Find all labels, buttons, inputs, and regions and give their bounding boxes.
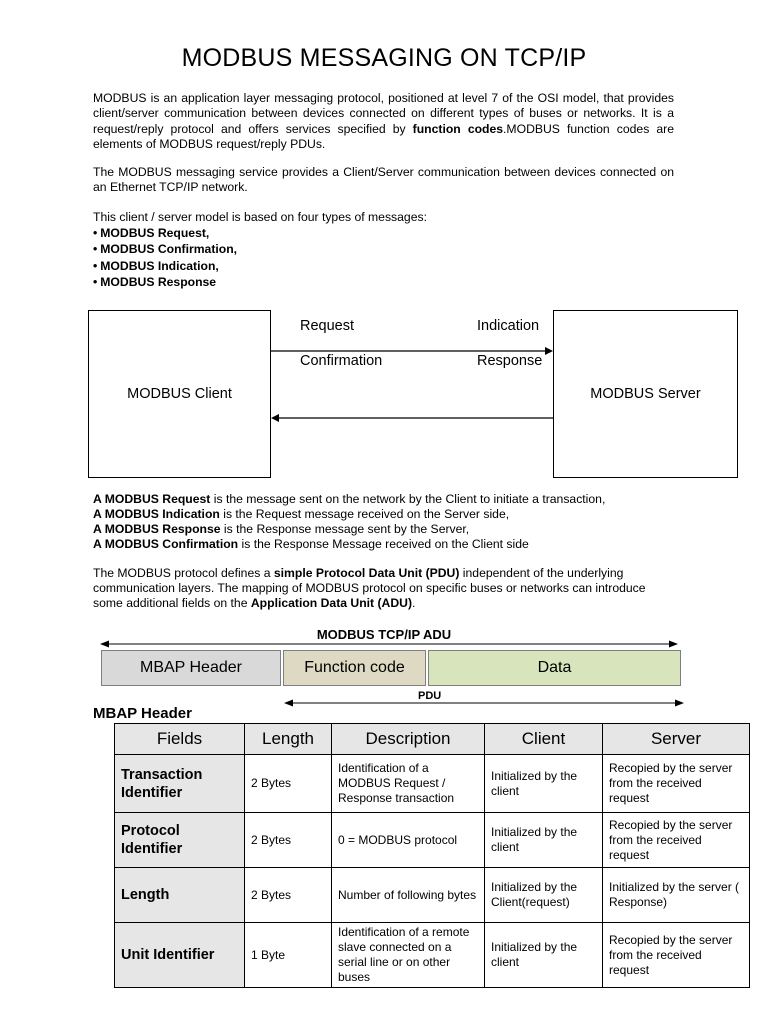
field-length: 2 Bytes bbox=[245, 755, 332, 813]
mbap-header-label: MBAP Header bbox=[140, 659, 242, 676]
field-name: Unit Identifier bbox=[115, 923, 245, 988]
definition-line bbox=[93, 537, 693, 552]
table-row bbox=[115, 755, 750, 813]
pdu-text-a: The MODBUS protocol defines a bbox=[93, 566, 274, 580]
definition-term: A MODBUS Request bbox=[93, 492, 211, 506]
field-description: Identification of a remote slave connected on a serial line or on other buses bbox=[332, 923, 485, 988]
confirmation-label: Confirmation bbox=[300, 353, 383, 369]
list-item-label: MODBUS Confirmation, bbox=[100, 242, 238, 257]
response-arrow bbox=[271, 414, 553, 422]
field-name: Length bbox=[115, 868, 245, 923]
field-length: 2 Bytes bbox=[245, 868, 332, 923]
pdu-text-c: independent of the underlying communication layers. The mapping of MODBUS protocol on specific buses or networks can introduce some additional fields on the bbox=[93, 566, 646, 610]
request-label: Request bbox=[300, 318, 355, 334]
pdu-span-arrow bbox=[284, 700, 684, 707]
definition-text: is the Response Message received on the Client side bbox=[238, 537, 529, 551]
indication-label: Indication bbox=[477, 318, 540, 334]
bullet: • bbox=[93, 274, 98, 289]
definition-text: is the Response message sent by the Server, bbox=[220, 522, 470, 536]
field-server: Recopied by the server from the received request bbox=[603, 813, 750, 868]
field-length: 2 Bytes bbox=[245, 813, 332, 868]
list-intro: This client / server model is based on four types of messages: bbox=[93, 210, 427, 224]
request-arrow bbox=[271, 347, 553, 355]
list-item-label: MODBUS Request, bbox=[100, 226, 210, 241]
definition-line bbox=[93, 507, 693, 522]
response-label: Response bbox=[477, 353, 543, 369]
list-item-label: MODBUS Response bbox=[100, 274, 217, 289]
header-fields: Fields bbox=[115, 724, 245, 755]
intro-text-b: .MODBUS function codes are elements of MODBUS request/reply PDUs. bbox=[93, 121, 674, 152]
field-client: Initialized by the Client(request) bbox=[485, 868, 603, 923]
definition-line bbox=[93, 522, 693, 537]
table-header-row bbox=[115, 724, 750, 755]
field-description: Identification of a MODBUS Request / Response transaction bbox=[332, 755, 485, 813]
page-title: MODBUS MESSAGING ON TCP/IP bbox=[181, 44, 587, 72]
bullet: • bbox=[93, 242, 98, 257]
field-name: Protocol Identifier bbox=[115, 813, 245, 868]
definition-term: A MODBUS Indication bbox=[93, 507, 220, 521]
header-length: Length bbox=[245, 724, 332, 755]
client-label: MODBUS Client bbox=[127, 386, 232, 402]
function-code-label: Function code bbox=[304, 659, 405, 676]
function-code-box bbox=[283, 650, 426, 686]
adu-span-arrow bbox=[100, 641, 678, 648]
messaging-paragraph: The MODBUS messaging service provides a Client/Server communication between devices connected on an Ethernet TCP/IP network. bbox=[93, 165, 674, 195]
table-row bbox=[115, 868, 750, 923]
table-row bbox=[115, 923, 750, 988]
definition-text: is the message sent on the network by the Client to initiate a transaction, bbox=[210, 492, 606, 506]
field-server: Recopied by the server from the received request bbox=[603, 923, 750, 988]
data-label: Data bbox=[537, 659, 572, 676]
field-server: Recopied by the server from the received request bbox=[603, 755, 750, 813]
diagram-arrows bbox=[0, 0, 768, 500]
pdu-term: simple Protocol Data Unit (PDU) bbox=[273, 566, 460, 580]
field-description: Number of following bytes bbox=[332, 868, 485, 923]
list-item-label: MODBUS Indication, bbox=[100, 258, 219, 273]
field-server: Initialized by the server ( Response) bbox=[603, 868, 750, 923]
intro-text-a: MODBUS is an application layer messaging protocol, positioned at level 7 of the OSI model, that provides client/server communication between devices connected on different types of buses or networks. It is a request/reply protocol and offers services specified by bbox=[93, 91, 674, 136]
mbap-header-table bbox=[114, 723, 750, 988]
header-server: Server bbox=[603, 724, 750, 755]
data-box bbox=[428, 650, 681, 686]
definition-text: is the Request message received on the Server side, bbox=[219, 507, 510, 521]
field-length: 1 Byte bbox=[245, 923, 332, 988]
header-description: Description bbox=[332, 724, 485, 755]
field-client: Initialized by the client bbox=[485, 813, 603, 868]
function-codes-term: function codes bbox=[412, 121, 504, 136]
bullet: • bbox=[93, 258, 98, 273]
server-label: MODBUS Server bbox=[590, 386, 701, 402]
field-description: 0 = MODBUS protocol bbox=[332, 813, 485, 868]
pdu-paragraph bbox=[93, 566, 668, 611]
field-client: Initialized by the client bbox=[485, 923, 603, 988]
definition-term: A MODBUS Response bbox=[93, 522, 221, 536]
definitions bbox=[93, 492, 693, 552]
pdu-label: PDU bbox=[418, 690, 442, 702]
header-client: Client bbox=[485, 724, 603, 755]
definition-term: A MODBUS Confirmation bbox=[93, 537, 239, 551]
field-client: Initialized by the client bbox=[485, 755, 603, 813]
mbap-table-heading: MBAP Header bbox=[93, 705, 192, 722]
mbap-header-box bbox=[101, 650, 281, 686]
adu-term: Application Data Unit (ADU) bbox=[250, 596, 413, 610]
definition-line bbox=[93, 492, 693, 507]
bullet: • bbox=[93, 226, 98, 241]
pdu-text-e: . bbox=[412, 596, 416, 610]
table-row bbox=[115, 813, 750, 868]
field-name: Transaction Identifier bbox=[115, 755, 245, 813]
adu-label: MODBUS TCP/IP ADU bbox=[316, 627, 452, 642]
